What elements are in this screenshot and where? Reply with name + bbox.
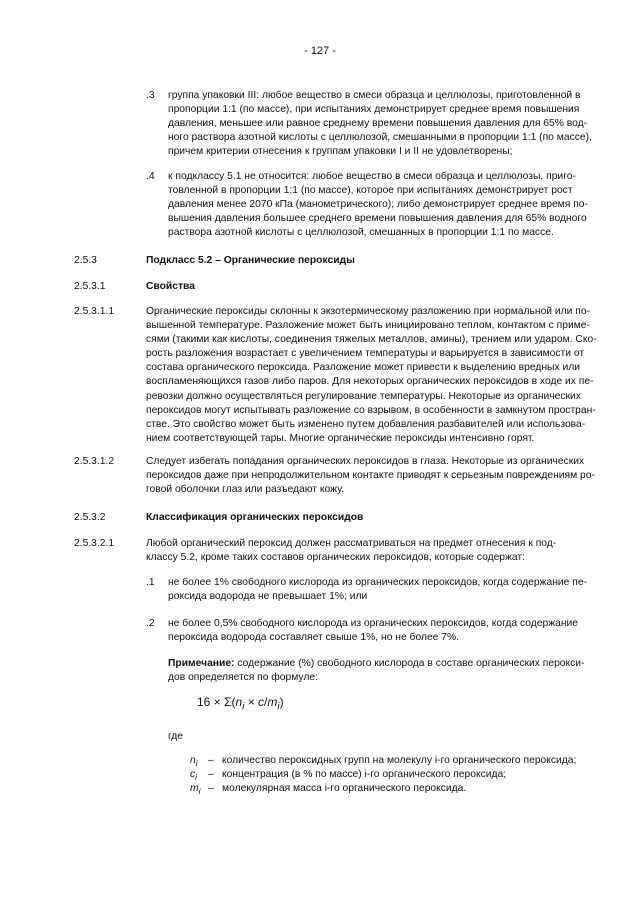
- paragraph-line: Органические пероксиды склонны к экзотермическому разложению при нормальной или по-: [146, 306, 591, 317]
- note-label: Примечание:: [168, 658, 235, 669]
- item-marker-3: .3: [146, 90, 155, 101]
- item-3-text: [168, 89, 592, 159]
- definition-text: концентрация (в % по массе) i-го органического пероксида;: [222, 769, 507, 780]
- page-number: - 127 -: [304, 45, 336, 57]
- item-3-line: ного раствора азотной кислоты с целлюлозой, смешанными в пропорции 1:1 (по массе),: [168, 132, 592, 144]
- note: [168, 657, 585, 685]
- formula-m: m: [267, 695, 278, 709]
- formula-prefix: 16 × Σ(: [197, 695, 236, 709]
- sub-item-1-text: [168, 576, 588, 604]
- paragraph-line: говой оболочки глаз или разъедают кожу.: [146, 484, 345, 496]
- paragraph-line: рость разложения возрастает с увеличением температуры и варьируется в зависимости от: [146, 348, 585, 360]
- paragraph-line: сями (такими как кислоты, соединения тяжелых металлов, амины), трением или ударом. Ско-: [146, 334, 597, 346]
- item-4-line: раствора азотной кислоты с целлюлозой, смешанных в пропорции 1:1 по массе.: [168, 227, 554, 239]
- definition-dash: –: [208, 783, 214, 794]
- formula-sub: i: [242, 701, 245, 713]
- sub-item-marker-2: .2: [146, 618, 155, 629]
- item-3-line: группа упаковки III: любое вещество в смеси образца и целлюлозы, приготовленной в: [168, 90, 581, 101]
- definition-text: количество пероксидных групп на молекулу i-го органического пероксида;: [222, 755, 577, 766]
- section-title: Подкласс 5.2 – Органические пероксиды: [146, 255, 355, 266]
- definition-dash: –: [208, 755, 214, 766]
- paragraph-line: Следует избегать попадания органических пероксидов в глаза. Некоторые из органических: [146, 456, 585, 467]
- formula-n: n: [235, 695, 243, 709]
- paragraph-line: Любой органический пероксид должен рассматриваться на предмет отнесения к под-: [146, 538, 557, 549]
- paragraph-line: воспламеняющихся газов либо паров. Для некоторых органических пероксидов в ходе их пе-: [146, 376, 594, 388]
- paragraph-line: состава органического пероксида. Разложение может привести к выделению вредных или: [146, 362, 580, 374]
- item-marker-4: .4: [146, 171, 155, 182]
- definition-text: молекулярная масса i-го органического пероксида.: [222, 783, 467, 794]
- section-title: Свойства: [146, 281, 195, 292]
- definition-symbol: $n_i$: [190, 755, 198, 769]
- formula-sub: i: [277, 701, 280, 713]
- note-text: содержание (%) свободного кислорода в составе органических перокси-: [234, 658, 585, 669]
- paragraph-2-5-3-1-1: [146, 305, 597, 446]
- definition-symbol: $m_i$: [190, 783, 201, 797]
- sub-item-line: роксида водорода не превышает 1%; или: [168, 591, 368, 603]
- formula-slash: /: [264, 695, 268, 709]
- paragraph-line: ревозки должно осуществляться регулирование температуры. Некоторые из органических: [146, 390, 581, 402]
- formula-c: c: [258, 695, 265, 709]
- definition-symbol: $c_i$: [190, 769, 198, 783]
- paragraph-number: 2.5.3.1.2: [74, 456, 115, 467]
- sub-item-line: не более 1% свободного кислорода из органических пероксидов, когда содержание пе-: [168, 577, 588, 588]
- paragraph-line: пероксидов даже при непродолжительном контакте приводят к серьезным повреждениям ро-: [146, 470, 595, 482]
- paragraph-number: 2.5.3.1.1: [74, 306, 115, 317]
- paragraph-line: вышенной температуре. Разложение может быть инициировано теплом, контактом с приме-: [146, 320, 590, 332]
- sub-item-line: пероксида водорода составляет свыше 1%, но не более 7%.: [168, 632, 460, 644]
- item-3-line: давления, меньшее или равное среднему времени повышения давления для 65% вод-: [168, 118, 588, 130]
- paragraph-line: стве. Это свойство может быть изменено путем добавления разбавителей или использова-: [146, 418, 586, 430]
- item-3-line: причем критерии отнесения к группам упаковки I и II не удовлетворены;: [168, 146, 513, 158]
- item-4-line: давления менее 2070 кПа (манометрического); либо демонстрирует среднее время по-: [168, 199, 588, 211]
- where-label: где: [168, 731, 184, 742]
- paragraph-2-5-3-1-2: [146, 455, 595, 497]
- item-4-text: [168, 170, 588, 240]
- item-4-line: товленной в пропорции 1:1 (по массе), которое при испытаниях демонстрирует рост: [168, 185, 573, 197]
- paragraph-number: 2.5.3.2.1: [74, 538, 115, 549]
- note-line: дов определяется по формуле:: [168, 672, 318, 684]
- paragraph-line: классу 5.2, кроме таких составов органических пероксидов, которые содержат:: [146, 552, 526, 564]
- section-number: 2.5.3.2: [74, 512, 106, 523]
- section-number: 2.5.3.1: [74, 281, 106, 292]
- item-4-line: вышения давления большее среднего времени повышения давления для 65% водного: [168, 213, 587, 225]
- paragraph-line: пероксидов могут испытывать разложение со взрывом, в особенности в замкнутом простран-: [146, 404, 596, 416]
- formula-close: ): [279, 695, 284, 709]
- note-line: [168, 657, 585, 671]
- formula: [197, 695, 284, 714]
- formula-times: ×: [244, 695, 259, 709]
- definition-dash: –: [208, 769, 214, 780]
- paragraph-2-5-3-2-1: [146, 537, 566, 565]
- sub-item-marker-1: .1: [146, 577, 155, 588]
- item-3-line: пропорции 1:1 (по массе), при испытаниях демонстрирует среднее время повышения: [168, 104, 580, 116]
- section-title: Классификация органических пероксидов: [146, 512, 364, 523]
- item-4-line: к подклассу 5.1 не относится: любое вещество в смеси образца и целлюлозы, приго-: [168, 171, 576, 182]
- section-number: 2.5.3: [74, 255, 97, 266]
- sub-item-line: не более 0,5% свободного кислорода из органических пероксидов, когда содержание: [168, 618, 578, 629]
- paragraph-line: нием соответствующей тары. Многие органические пероксиды интенсивно горят.: [146, 432, 535, 444]
- sub-item-2-text: [168, 617, 578, 645]
